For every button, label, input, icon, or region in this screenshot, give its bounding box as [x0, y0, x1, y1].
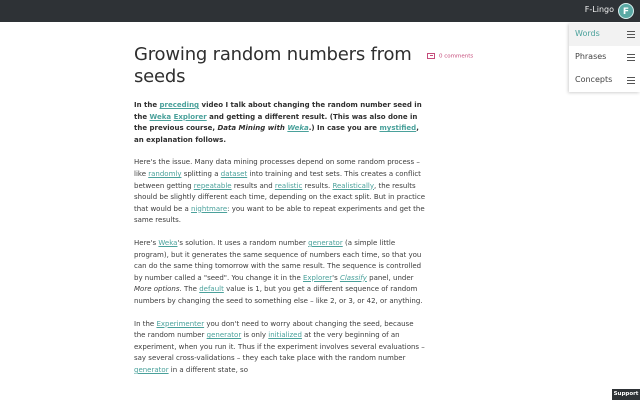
text: Here's	[134, 238, 159, 247]
text: , the results should be slightly different each time, depending on the exact split. But in practice that would be a	[134, 181, 426, 213]
link-default[interactable]: default	[199, 285, 224, 294]
text: . The	[179, 285, 200, 294]
text-italic: Data Mining with	[217, 124, 288, 133]
panel-item-label: Concepts	[575, 75, 613, 84]
article-body	[134, 100, 426, 387]
panel-item-phrases[interactable]	[569, 46, 640, 69]
link-generator[interactable]: generator	[134, 365, 169, 374]
text: .) In case you are	[308, 124, 380, 133]
support-button[interactable]: Support	[612, 389, 640, 400]
text: results and	[231, 181, 275, 190]
link-classify[interactable]: Classify	[339, 273, 367, 282]
text: splitting a	[181, 169, 221, 178]
comment-icon	[427, 53, 435, 59]
link-experimenter[interactable]: Experimenter	[156, 319, 205, 328]
link-initialized[interactable]: initialized	[268, 331, 302, 340]
text: 's	[332, 273, 340, 282]
intro-paragraph	[134, 100, 426, 146]
paragraph-experimenter	[134, 319, 426, 377]
panel-item-label: Words	[575, 29, 600, 38]
text: and getting a different result. (This was also done in the previous course,	[134, 112, 418, 133]
link-generator[interactable]: generator	[308, 238, 343, 247]
text: you don't need to worry about changing the seed, because the random number	[134, 319, 414, 340]
page-title: Growing random numbers from seeds	[134, 44, 412, 87]
top-bar	[0, 0, 640, 22]
link-realistic[interactable]: realistic	[274, 181, 303, 190]
text: : you want to be able to repeat experiments and get the same results.	[134, 204, 425, 225]
panel-item-label: Phrases	[575, 52, 607, 61]
text: Here's the issue. Many data mining processes depend on some random process – like	[134, 158, 420, 178]
link-nightmare[interactable]: nightmare	[191, 204, 228, 213]
link-explorer[interactable]: Explorer	[173, 112, 207, 121]
brand-name[interactable]: F-Lingo	[584, 5, 614, 14]
link-dataset[interactable]: dataset	[220, 169, 248, 178]
vocabulary-panel	[569, 23, 640, 92]
text: In the	[134, 101, 160, 109]
text: is only	[241, 331, 269, 340]
link-weka[interactable]: Weka	[149, 112, 172, 121]
comments-link[interactable]	[427, 53, 473, 60]
link-realistically[interactable]: Realistically	[332, 181, 374, 190]
link-repeatable[interactable]: repeatable	[193, 181, 232, 190]
paragraph-solution	[134, 238, 426, 308]
text: (a simple little program), but it generates the same sequence of numbers each time, so that you can do the same thing tomorrow with the same result. The sequence is controlled by number called a "seed". You change it in the	[134, 238, 422, 282]
link-explorer[interactable]: Explorer	[302, 273, 333, 282]
comments-count[interactable]: 0 comments	[439, 53, 474, 60]
brand-logo-icon[interactable]: F	[618, 3, 634, 19]
text: in a different state, so	[168, 365, 248, 374]
link-randomly[interactable]: randomly	[148, 169, 182, 178]
link-weka[interactable]: Weka	[287, 124, 309, 133]
paragraph-issue	[134, 157, 426, 227]
link-generator[interactable]: generator	[206, 331, 242, 340]
text: video I talk about changing the random number seed in the	[134, 101, 422, 121]
text: into training and test sets. This creates a conflict between getting	[134, 169, 421, 190]
text: at the very beginning of an experiment, when you run it. Thus if the experiment involves several evaluations – say several cross-validations – they each take place with the random number	[134, 331, 425, 363]
link-preceding[interactable]: preceding	[159, 101, 200, 109]
hamburger-menu-icon[interactable]	[627, 77, 635, 84]
text-italic: More options	[134, 285, 180, 294]
text: panel, under	[366, 273, 414, 282]
text: results.	[302, 181, 333, 190]
link-mystified[interactable]: mystified	[379, 124, 417, 133]
text: , an explanation follows.	[134, 124, 419, 144]
hamburger-menu-icon[interactable]	[627, 31, 635, 38]
text: 's solution. It uses a random number	[177, 238, 309, 247]
text: value is 1, but you get a different sequence of random numbers by changing the seed to something else – like 2, or 3, or 42, or anything.	[134, 285, 423, 305]
text: In the	[134, 319, 157, 328]
link-weka[interactable]: Weka	[158, 238, 178, 247]
hamburger-menu-icon[interactable]	[627, 54, 635, 61]
panel-item-concepts[interactable]	[569, 69, 640, 92]
panel-item-words[interactable]	[569, 23, 640, 46]
